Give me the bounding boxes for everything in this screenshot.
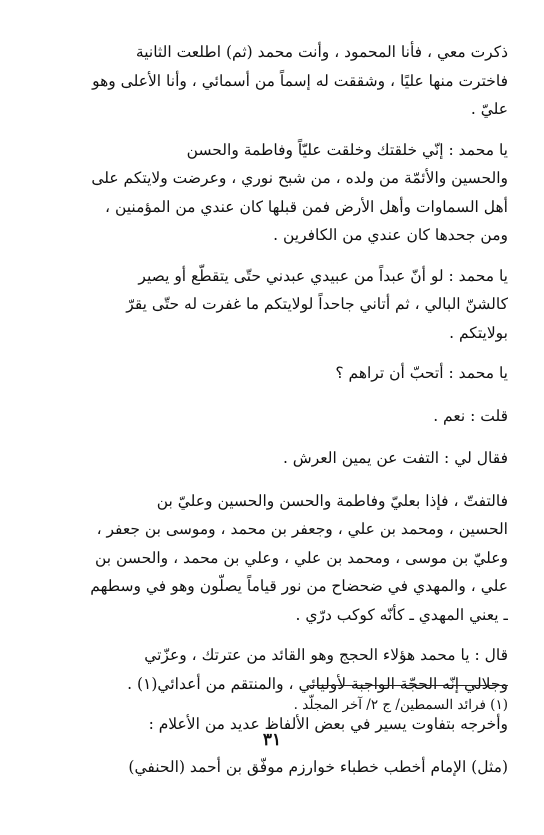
text-line: ومن جحدها كان عندي من الكافرين . — [273, 226, 508, 244]
text-line: وجلالي إنّه الحجّة الواجبة لأوليائي ، والمنتقم من أعدائي(١) . — [127, 674, 508, 693]
text-line: بولايتكم . — [449, 323, 508, 342]
page-number: ٣١ — [262, 730, 282, 750]
text-line: ـ يعني المهدي ـ كأنّه كوكب درّي . — [295, 605, 508, 624]
paragraph-3 — [40, 262, 508, 348]
text-line: يا محمد : أتحبّ أن تراهم ؟ — [335, 364, 508, 382]
text-line: ذكرت معي ، فأنا المحمود ، وأنت محمد (ثم) اطلعت الثانية — [135, 43, 508, 61]
text-line: كالشنّ البالي ، ثم أتاني جاحداً لولايتكم ما غفرت له حتّى يقرّ — [126, 295, 508, 313]
text-line: عليّ . — [470, 100, 508, 118]
text-line: وعليّ بن موسى ، ومحمد بن علي ، وعلي بن محمد ، والحسن بن — [94, 548, 508, 567]
text-line: أهل السماوات وأهل الأرض فمن قبلها كان عندي من المؤمنين ، — [105, 197, 508, 216]
paragraph-7 — [40, 487, 508, 630]
page-body — [40, 38, 508, 793]
paragraph-1 — [40, 38, 508, 124]
paragraph-6 — [40, 444, 508, 473]
text-line: الحسين ، ومحمد بن علي ، وجعفر بن محمد ، وموسى بن جعفر ، — [96, 520, 508, 538]
paragraph-5 — [40, 402, 508, 431]
text-line: قلت : نعم . — [433, 406, 508, 425]
text-line: قال : يا محمد هؤلاء الحجج وهو القائد من عترتك ، وعزّتي — [144, 646, 508, 664]
paragraph-4 — [40, 359, 508, 388]
text-line: والحسين والأئمّة من ولده ، من شبح نوري ، وعرضت ولايتكم على — [91, 169, 508, 187]
text-line: فقال لي : التفت عن يمين العرش . — [282, 449, 508, 467]
text-line: فاخترت منها عليًا ، وشققت له إسماً من أسمائي ، وأنا الأعلى وهو — [92, 71, 508, 90]
text-line: وأخرجه بتفاوت يسير في بعض الألفاظ عديد من الأعلام : — [148, 715, 508, 733]
paragraph-10 — [40, 753, 508, 782]
text-line: يا محمد : لو أنّ عبداً من عبيدي عبدني حتّى يتقطّع أو يصير — [138, 266, 508, 285]
text-line: فالتفتّ ، فإذا بعليّ وفاطمة والحسن والحسين وعليّ بن — [156, 491, 508, 510]
paragraph-8 — [40, 641, 508, 698]
text-line: علي ، والمهدي في ضحضاح من نور قياماً يصلّون وهو في وسطهم — [90, 577, 508, 595]
text-line: يا محمد : إنّي خلقتك وخلقت عليّاً وفاطمة والحسن — [186, 140, 508, 159]
footnote: (١) فرائد السمطين/ ج ٢/ آخر المجلّد . — [293, 697, 508, 713]
footnote-divider — [310, 685, 508, 686]
text-line: (مثل) الإمام أخطب خطباء خوارزم موفّق بن أحمد (الحنفي) — [128, 757, 508, 776]
paragraph-2 — [40, 136, 508, 250]
